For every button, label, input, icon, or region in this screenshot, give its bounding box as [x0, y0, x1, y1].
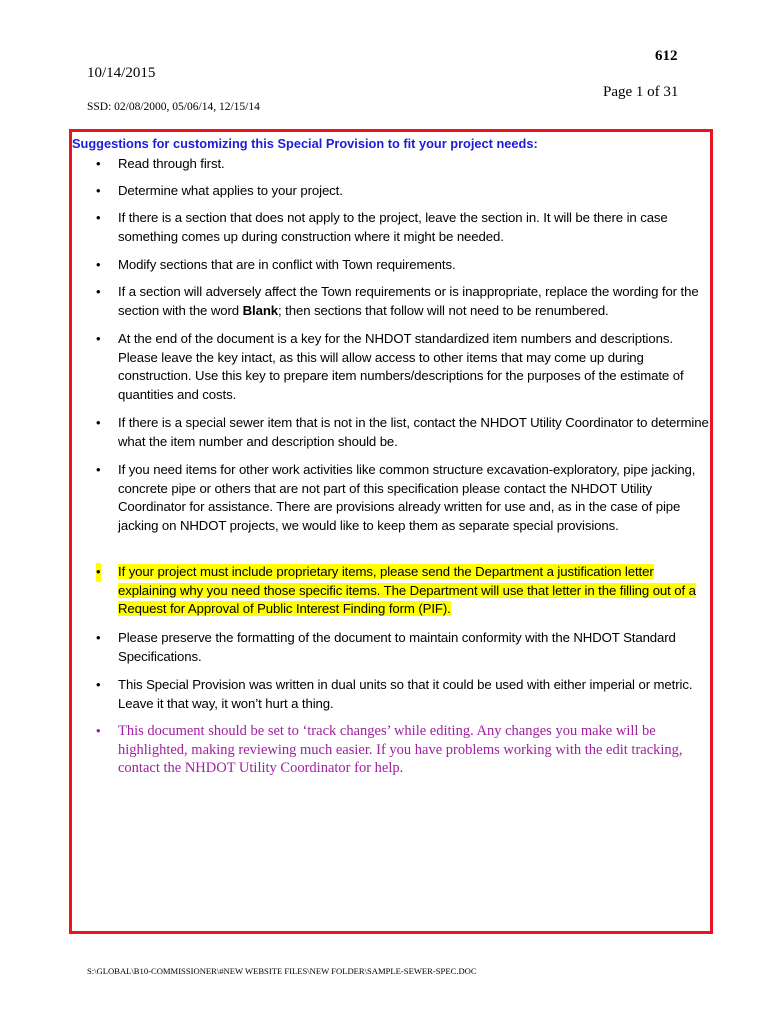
list-item-text: If there is a section that does not apply to the project, leave the section in. It will be there in case something comes up during construction where it might be needed. — [118, 210, 668, 244]
suggestions-heading: Suggestions for customizing this Special Provision to fit your project needs: — [72, 136, 538, 151]
bullet-icon: • — [96, 331, 101, 346]
list-item-text: Read through first. — [118, 156, 225, 171]
list-item-text: Please preserve the formatting of the document to maintain conformity with the NHDOT Standard Specifications. — [118, 630, 676, 664]
bullet-icon: • — [96, 677, 101, 692]
list-item-text: If there is a special sewer item that is not in the list, contact the NHDOT Utility Coordinator to determine what the item number and description should be. — [118, 415, 709, 449]
bullet-icon: • — [96, 257, 101, 272]
suggestions-box — [69, 129, 713, 934]
bullet-icon: • — [96, 563, 101, 582]
highlighted-text: If your project must include proprietary items, please send the Department a justification letter explaining why you need those specific items. The Department will use that letter in the filling out of a Request for Approval of Public Interest Finding form (PIF). — [118, 564, 696, 617]
list-item-text — [118, 563, 714, 619]
document-date: 10/14/2015 — [87, 65, 156, 81]
bullet-icon: • — [96, 462, 101, 477]
list-item-text: Modify sections that are in conflict with Town requirements. — [118, 257, 456, 272]
document-number: 612 — [655, 48, 678, 64]
list-item-text-before: If a section will adversely affect the Town requirements or is inappropriate, replace the wording for the section with the word — [118, 284, 699, 318]
list-item-text: This document should be set to ‘track changes’ while editing. Any changes you make will be highlighted, making reviewing much easier. If you have problems working with the edit tracking, contact the NHDOT Utility Coordinator for help. — [118, 723, 683, 777]
list-item-text: If you need items for other work activities like common structure excavation-exploratory, pipe jacking, concrete pipe or others that are not part of this specification please contact the NHDOT Utility Coordinator for assistance. There are provisions already written for use and, as in the case of pipe jacking on NHDOT projects, we would like to keep them as separate special provisions. — [118, 462, 696, 533]
list-item-text — [118, 283, 714, 320]
bullet-icon: • — [96, 210, 101, 225]
footer-file-path: S:\GLOBAL\B10-COMMISSIONER\#NEW WEBSITE FILES\NEW FOLDER\SAMPLE-SEWER-SPEC.DOC — [87, 966, 477, 976]
blank-keyword: Blank — [242, 302, 279, 318]
ssd-revision-dates: SSD: 02/08/2000, 05/06/14, 12/15/14 — [87, 101, 260, 113]
bullet-icon: • — [96, 183, 101, 198]
list-item-text: Determine what applies to your project. — [118, 183, 343, 198]
list-item-text-after: ; then sections that follow will not need to be renumbered. — [278, 302, 609, 318]
bullet-icon: • — [96, 284, 101, 299]
list-item-text: At the end of the document is a key for the NHDOT standardized item numbers and descriptions. Please leave the key intact, as this will allow access to other items that may come up during construction. Use this key to prepare item numbers/descriptions for the purposes of the estimate of quantities and costs. — [118, 331, 684, 402]
bullet-icon: • — [96, 156, 101, 171]
bullet-icon: • — [96, 415, 101, 430]
page-indicator: Page 1 of 31 — [603, 84, 679, 100]
bullet-icon: • — [96, 723, 101, 738]
list-item-text: This Special Provision was written in dual units so that it could be used with either imperial or metric. Leave it that way, it won’t hurt a thing. — [118, 677, 693, 711]
bullet-icon: • — [96, 630, 101, 645]
